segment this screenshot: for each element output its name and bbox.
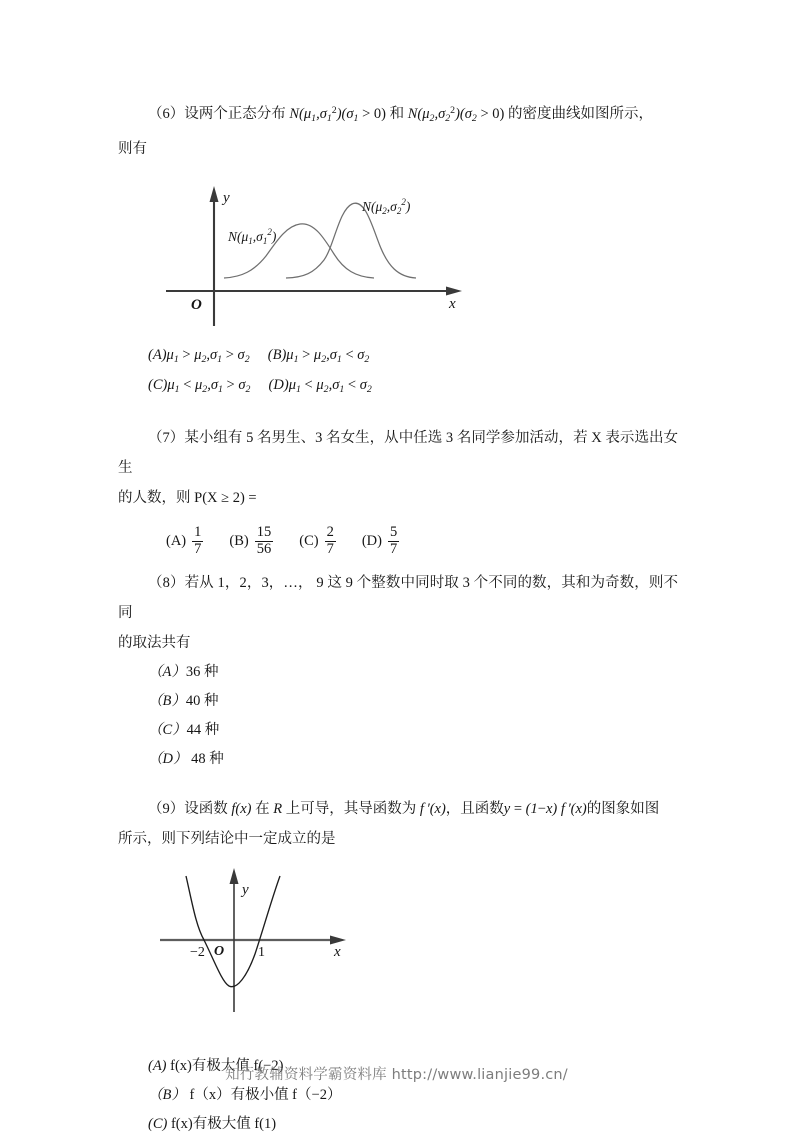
question-6-line-2: 则有	[118, 140, 147, 157]
q7-option-d-denominator: 7	[389, 541, 398, 558]
question-9-fx: f(x)	[227, 800, 256, 817]
q8-option-c-text: 44 种	[186, 721, 220, 738]
question-6-line-1	[118, 96, 678, 134]
x-axis-label: x	[449, 295, 456, 312]
q7-option-d[interactable]	[362, 525, 399, 557]
question-9-fprime: f ′(x)	[416, 800, 446, 817]
q7-option-b-label: (B)	[229, 532, 249, 549]
q7-option-c-numerator: 2	[326, 524, 334, 541]
question-9-number: （9）	[148, 800, 185, 817]
parabola-curve	[186, 876, 280, 987]
question-8-options	[118, 658, 678, 774]
q7-option-c-fraction	[325, 525, 336, 557]
q7-option-a-numerator: 1	[194, 524, 202, 541]
q8-option-a[interactable]	[118, 658, 678, 687]
parabola-figure	[154, 864, 364, 1012]
q9-option-a-label: (A)	[148, 1057, 167, 1074]
q8-option-d-text: 48 种	[187, 750, 224, 767]
question-6-options-row-2	[118, 372, 678, 403]
q8-option-d[interactable]	[118, 745, 678, 774]
parabola-svg	[154, 864, 364, 1012]
question-9-text-d: ，且函数	[445, 800, 504, 817]
question-6-math-2: $N(\mu_2,\sigma_2^2)(\sigma_2 > 0)$	[404, 105, 505, 124]
q7-option-b[interactable]	[229, 525, 273, 557]
q7-option-c-denominator: 7	[326, 541, 334, 558]
q8-option-c[interactable]	[118, 716, 678, 745]
q6-option-c[interactable]: $(C)\mu_1 < \mu_2,\sigma_1 > \sigma_2$	[148, 377, 251, 396]
q9-option-c[interactable]	[118, 1110, 678, 1139]
q6-option-b[interactable]: $(B)\mu_1 > \mu_2,\sigma_1 < \sigma_2$	[267, 346, 370, 365]
question-6-text-c: 的密度曲线如图所示，	[507, 105, 653, 122]
question-9-line-1	[118, 794, 678, 824]
q8-option-a-label: （A）	[148, 663, 186, 680]
question-8-number: （8）	[148, 574, 185, 591]
footer-watermark: 知行教辅资料学霸资料库 http://www.lianjie99.cn/	[225, 1067, 568, 1083]
question-9-line-2: 所示，则下列结论中一定成立的是	[118, 830, 336, 847]
q9-option-b-label: （B）	[148, 1086, 186, 1103]
question-7-number: （7）	[148, 430, 185, 447]
normal-distribution-figure	[166, 178, 466, 326]
question-8-line-1	[118, 568, 678, 628]
question-9-text-e: 的图象如图	[586, 800, 660, 817]
question-7-options	[166, 525, 678, 557]
q7-option-c-label: (C)	[299, 532, 319, 549]
q8-option-c-label: （C）	[148, 721, 187, 738]
question-7-line-2: 的人数，则 P(X ≥ 2) =	[118, 490, 257, 507]
q7-option-d-fraction	[388, 525, 399, 557]
normal-curves-svg	[166, 178, 466, 326]
page-content	[118, 96, 678, 1139]
y-axis-label: y	[242, 881, 249, 898]
question-6-number: （6）	[148, 105, 185, 122]
curve-1-label: $N(\mu_1,\sigma_1^2)$	[228, 226, 277, 246]
q8-option-d-label: （D）	[148, 750, 188, 767]
q6-option-d[interactable]: $(D)\mu_1 < \mu_2,\sigma_1 < \sigma_2$	[268, 377, 372, 396]
q9-option-c-label: (C)	[148, 1115, 168, 1132]
q7-option-a-label: (A)	[166, 532, 187, 549]
y-axis-label: y	[223, 189, 230, 206]
origin-label: O	[214, 943, 225, 959]
question-6-text-a: 设两个正态分布	[184, 105, 286, 122]
xtick-label-minus-2: −2	[190, 944, 205, 960]
question-9-text-a: 设函数	[184, 800, 228, 817]
question-9-R: R	[269, 800, 286, 817]
question-9-text-c: 上可导，其导函数为	[285, 800, 417, 817]
q7-option-a-fraction	[192, 525, 203, 557]
q8-option-b-label: （B）	[148, 692, 186, 709]
q7-option-b-denominator: 56	[256, 541, 272, 558]
x-axis-label: x	[334, 943, 341, 960]
x-axis-arrow	[446, 286, 462, 295]
question-6-options-row-1	[118, 342, 678, 373]
curve-2-label: $N(\mu_2,\sigma_2^2)$	[362, 196, 411, 216]
q8-option-a-text: 36 种	[185, 663, 219, 680]
q6-option-a[interactable]: $(A)\mu_1 > \mu_2,\sigma_1 > \sigma_2$	[148, 346, 250, 365]
q8-option-b-text: 40 种	[185, 692, 219, 709]
y-axis-arrow	[210, 186, 219, 202]
q7-option-d-numerator: 5	[389, 524, 398, 541]
q9-option-a-text: f(x)有极大值 f(−2)	[170, 1057, 284, 1074]
question-7-line-1	[118, 423, 678, 483]
q9-option-b[interactable]	[118, 1081, 678, 1110]
question-9-text-b: 在	[255, 800, 270, 817]
question-8-line-2: 的取法共有	[118, 634, 191, 651]
origin-label: O	[191, 296, 202, 313]
question-7-text-1: 某小组有 5 名男生、3 名女生，从中任选 3 名同学参加活动，若 X 表示选出女生	[118, 430, 679, 477]
q8-option-b[interactable]	[118, 687, 678, 716]
question-6-math-1: $N(\mu_1,\sigma_1^2)(\sigma_1 > 0)$	[285, 105, 386, 124]
q7-option-b-fraction	[255, 525, 274, 557]
q7-option-d-label: (D)	[361, 532, 382, 549]
q7-option-a-denominator: 7	[194, 541, 202, 558]
y-axis-arrow	[230, 868, 239, 884]
q9-option-b-text: f（x）有极小值 f（−2）	[189, 1086, 342, 1103]
xtick-label-1: 1	[258, 944, 265, 960]
question-8-text-1: 若从 1，2，3，…， 9 这 9 个整数中同时取 3 个不同的数，其和为奇数，则不同	[118, 574, 679, 621]
question-9-y-equation: y = (1−x) f ′(x)	[503, 800, 587, 817]
q7-option-b-numerator: 15	[256, 524, 272, 541]
q7-option-a[interactable]	[166, 525, 203, 557]
question-6-text-b: 和	[389, 105, 405, 122]
q9-option-c-text: f(x)有极大值 f(1)	[170, 1115, 277, 1132]
q7-option-c[interactable]	[299, 525, 336, 557]
